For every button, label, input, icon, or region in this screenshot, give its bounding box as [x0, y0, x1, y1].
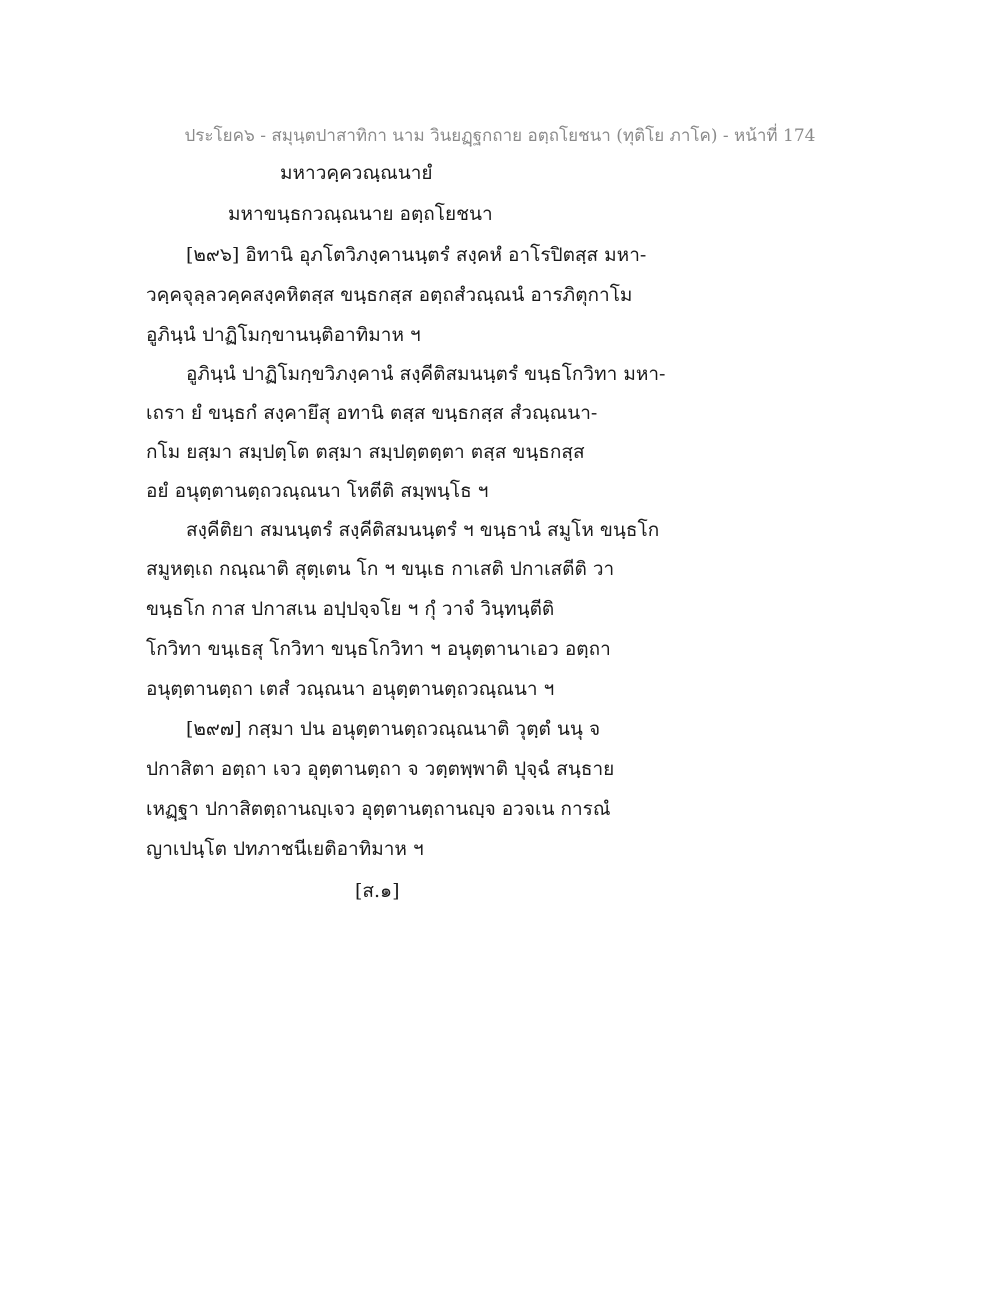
body-line: วคฺคจุลฺลวคฺคสงฺคหิตสฺส ขนฺธกสฺส อตฺถสํวณฺณนํ อารภิตุกาโม — [146, 284, 633, 306]
body-line: [๒๙๗] กสฺมา ปน อนุตฺตานตฺถวณฺณนาติ วุตฺตํ นนุ จ — [186, 718, 601, 740]
body-line: โกวิทา ขนฺเธสุ โกวิทา ขนฺธโกวิทา ฯ อนุตฺตานาเอว อตฺถา — [146, 638, 611, 660]
body-line: อนุตฺตานตฺถา เตสํ วณฺณนา อนุตฺตานตฺถวณฺณนา ฯ — [146, 678, 555, 700]
page-header: ประโยค๖ - สมุนฺตปาสาทิกา นาม วินยฏฺฐกถาย อตฺถโยชนา (ทุติโย ภาโค) - หน้าที่ 174 — [184, 126, 816, 146]
body-line: [๒๙๖] อิทานิ อุภโตวิภงฺคานนฺตรํ สงฺคหํ อาโรปิตสฺส มหา- — [186, 244, 647, 266]
body-line: อูภินฺนํ ปาฏิโมกฺขวิภงฺคานํ สงฺคีติสมนนฺตรํ ขนฺธโกวิทา มหา- — [186, 363, 666, 385]
body-line: อยํ อนุตฺตานตฺถวณฺณนา โหตีติ สมฺพนฺโธ ฯ — [146, 480, 489, 502]
body-line: สมูหตฺเถ กณฺณาติ สุตฺเตน โก ฯ ขนฺเธ กาเสติ ปกาเสตีติ วา — [146, 558, 615, 580]
body-line: อูภินฺนํ ปาฏิโมกฺขานนฺติอาทิมาห ฯ — [146, 324, 421, 346]
body-line: ปกาสิตา อตฺถา เจว อุตฺตานตฺถา จ วตฺตพฺพาติ ปุจฺฉํ สนฺธาย — [146, 758, 615, 780]
body-line: ขนฺธโก กาส ปกาสเน อปฺปจฺจโย ฯ กุํ วาจํ วินฺทนฺตีติ — [146, 598, 555, 620]
body-line: เถรา ยํ ขนฺธกํ สงฺคายึสุ อทานิ ตสฺส ขนฺธกสฺส สํวณฺณนา- — [146, 402, 598, 424]
section-heading: มหาขนฺธกวณฺณนาย อตฺถโยชนา — [228, 203, 493, 225]
body-line: เหฏฺฐา ปกาสิตตฺถานญฺเจว อุตฺตานตฺถานญฺจ อวจเน การณํ — [146, 798, 611, 820]
body-line: กโม ยสฺมา สมฺปตฺโต ตสฺมา สมฺปตฺตตฺตา ตสฺส ขนฺธกสฺส — [146, 441, 585, 463]
body-line: สงฺคีติยา สมนนฺตรํ สงฺคีติสมนนฺตรํ ฯ ขนฺธานํ สมูโห ขนฺธโก — [186, 519, 660, 541]
body-line: ญาเปนฺโต ปทภาชนีเยติอาทิมาห ฯ — [146, 838, 424, 860]
chapter-heading: มหาวคฺควณฺณนายํ — [280, 162, 433, 184]
page-signature-mark: [ส.๑] — [355, 880, 400, 902]
